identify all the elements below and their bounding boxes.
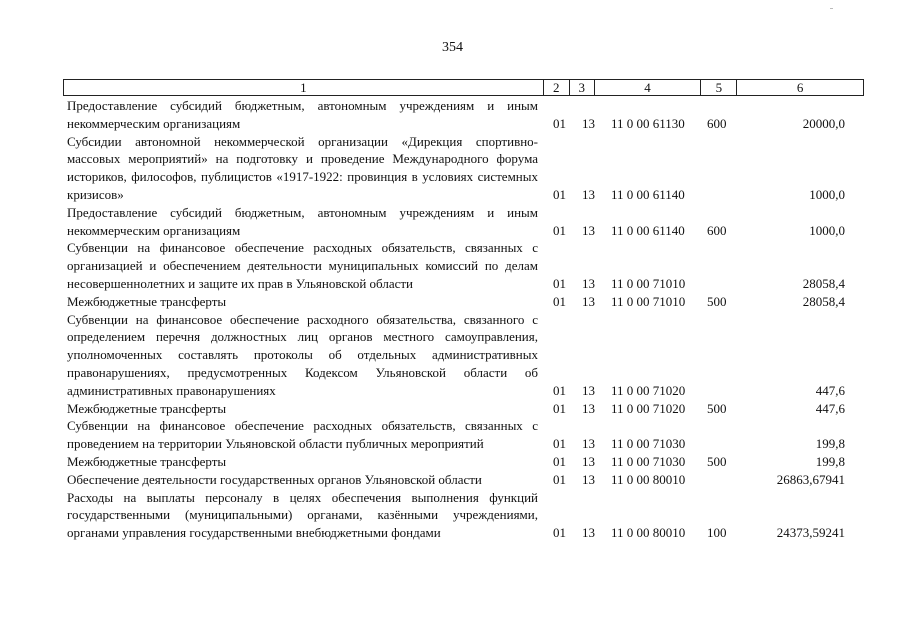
section-code: 01 — [553, 400, 566, 416]
expense-type-code: 500 — [707, 400, 727, 416]
row-codes — [67, 115, 867, 133]
target-article-code: 11 0 00 71020 — [611, 382, 686, 398]
amount-value: 199,8 — [815, 436, 845, 452]
row-codes — [67, 471, 867, 489]
amount-value: 28058,4 — [802, 275, 845, 291]
row-description: Предоставление субсидий бюджетным, автономным учреждениям и иным некоммерческим организациям — [67, 98, 538, 131]
amount-value: 199,8 — [815, 453, 845, 469]
table-row — [67, 311, 867, 400]
amount-value: 24373,59241 — [776, 525, 845, 541]
subsection-code: 13 — [582, 453, 595, 469]
table-row — [67, 471, 867, 489]
subsection-code: 13 — [582, 436, 595, 452]
scan-artifact — [830, 8, 833, 9]
amount-value: 447,6 — [815, 400, 845, 416]
subsection-code: 13 — [582, 382, 595, 398]
header-col-4: 4 — [595, 80, 702, 95]
amount-value: 447,6 — [815, 382, 845, 398]
header-col-5: 5 — [701, 80, 737, 95]
table-header — [63, 79, 864, 96]
row-description: Предоставление субсидий бюджетным, автономным учреждениям и иным некоммерческим организациям — [67, 204, 538, 238]
table-row — [67, 97, 867, 133]
row-codes — [67, 293, 867, 311]
subsection-code: 13 — [582, 400, 595, 416]
expense-type-code: 600 — [707, 222, 727, 238]
section-code: 01 — [553, 222, 566, 238]
table-body — [67, 97, 867, 542]
target-article-code: 11 0 00 71030 — [611, 436, 686, 452]
row-codes — [67, 275, 867, 293]
page-number: 354 — [442, 40, 463, 55]
table-row — [67, 453, 867, 471]
table-row — [67, 489, 867, 542]
section-code: 01 — [553, 382, 566, 398]
subsection-code: 13 — [582, 471, 595, 487]
row-description: Субсидии автономной некоммерческой организации «Дирекция спортивно-массовых мероприятий» на подготовку и проведение Международного форума историков, философов, публицистов «1917-1922: провинция в условиях системных кризисов» — [67, 133, 538, 202]
row-description: Межбюджетные трансферты — [67, 453, 227, 469]
target-article-code: 11 0 00 80010 — [611, 525, 686, 541]
table-row — [67, 400, 867, 418]
row-description: Субвенции на финансовое обеспечение расходных обязательств, связанных с организацией и обеспечением деятельности муниципальных комиссий по делам несовершеннолетних и защите их прав в Ульяновской области — [67, 240, 538, 291]
amount-value: 1000,0 — [809, 186, 845, 202]
header-col-3: 3 — [570, 80, 595, 95]
row-codes — [67, 382, 867, 400]
header-col-1: 1 — [64, 80, 544, 95]
target-article-code: 11 0 00 61130 — [611, 115, 685, 131]
subsection-code: 13 — [582, 275, 595, 291]
expense-type-code: 600 — [707, 115, 727, 131]
row-description: Субвенции на финансовое обеспечение расходных обязательств, связанных с проведением на территории Ульяновской области публичных мероприятий — [67, 418, 538, 452]
target-article-code: 11 0 00 71030 — [611, 453, 686, 469]
section-code: 01 — [553, 275, 566, 291]
row-codes — [67, 453, 867, 471]
section-code: 01 — [553, 293, 566, 309]
row-description: Субвенции на финансовое обеспечение расходного обязательства, связанного с определением перечня должностных лиц органов местного самоуправления, уполномоченных составлять протоколы об отдельных административных правонарушениях, предусмотренных Кодексом Ульяновской области об административных правонарушениях — [67, 311, 538, 398]
section-code: 01 — [553, 115, 566, 131]
table-row — [67, 417, 867, 453]
section-code: 01 — [553, 471, 566, 487]
target-article-code: 11 0 00 80010 — [611, 471, 686, 487]
section-code: 01 — [553, 453, 566, 469]
row-description: Обеспечение деятельности государственных органов Ульяновской области — [67, 471, 482, 487]
expense-type-code: 100 — [707, 525, 727, 541]
subsection-code: 13 — [582, 222, 595, 238]
row-description: Расходы на выплаты персоналу в целях обеспечения выполнения функций государственными (муниципальными) органами, казёнными учреждениями, органами управления государственными внебюджетными фондами — [67, 489, 538, 541]
subsection-code: 13 — [582, 293, 595, 309]
section-code: 01 — [553, 186, 566, 202]
table-row — [67, 293, 867, 311]
row-description: Межбюджетные трансферты — [67, 400, 227, 416]
section-code: 01 — [553, 525, 566, 541]
subsection-code: 13 — [582, 115, 595, 131]
row-codes — [67, 400, 867, 418]
target-article-code: 11 0 00 61140 — [611, 222, 685, 238]
table-row — [67, 204, 867, 240]
subsection-code: 13 — [582, 186, 595, 202]
table-row — [67, 239, 867, 292]
section-code: 01 — [553, 436, 566, 452]
target-article-code: 11 0 00 71010 — [611, 293, 686, 309]
target-article-code: 11 0 00 61140 — [611, 186, 685, 202]
row-description: Межбюджетные трансферты — [67, 293, 227, 309]
amount-value: 26863,67941 — [776, 471, 845, 487]
amount-value: 20000,0 — [802, 115, 845, 131]
amount-value: 1000,0 — [809, 222, 845, 238]
expense-type-code: 500 — [707, 453, 727, 469]
row-codes — [67, 222, 867, 240]
header-col-6: 6 — [796, 80, 804, 95]
target-article-code: 11 0 00 71020 — [611, 400, 686, 416]
row-codes — [67, 186, 867, 204]
subsection-code: 13 — [582, 525, 595, 541]
expense-type-code: 500 — [707, 293, 727, 309]
target-article-code: 11 0 00 71010 — [611, 275, 686, 291]
amount-value: 28058,4 — [802, 293, 845, 309]
table-row — [67, 133, 867, 204]
row-codes — [67, 435, 867, 453]
header-col-2: 2 — [544, 80, 570, 95]
row-codes — [67, 524, 867, 542]
